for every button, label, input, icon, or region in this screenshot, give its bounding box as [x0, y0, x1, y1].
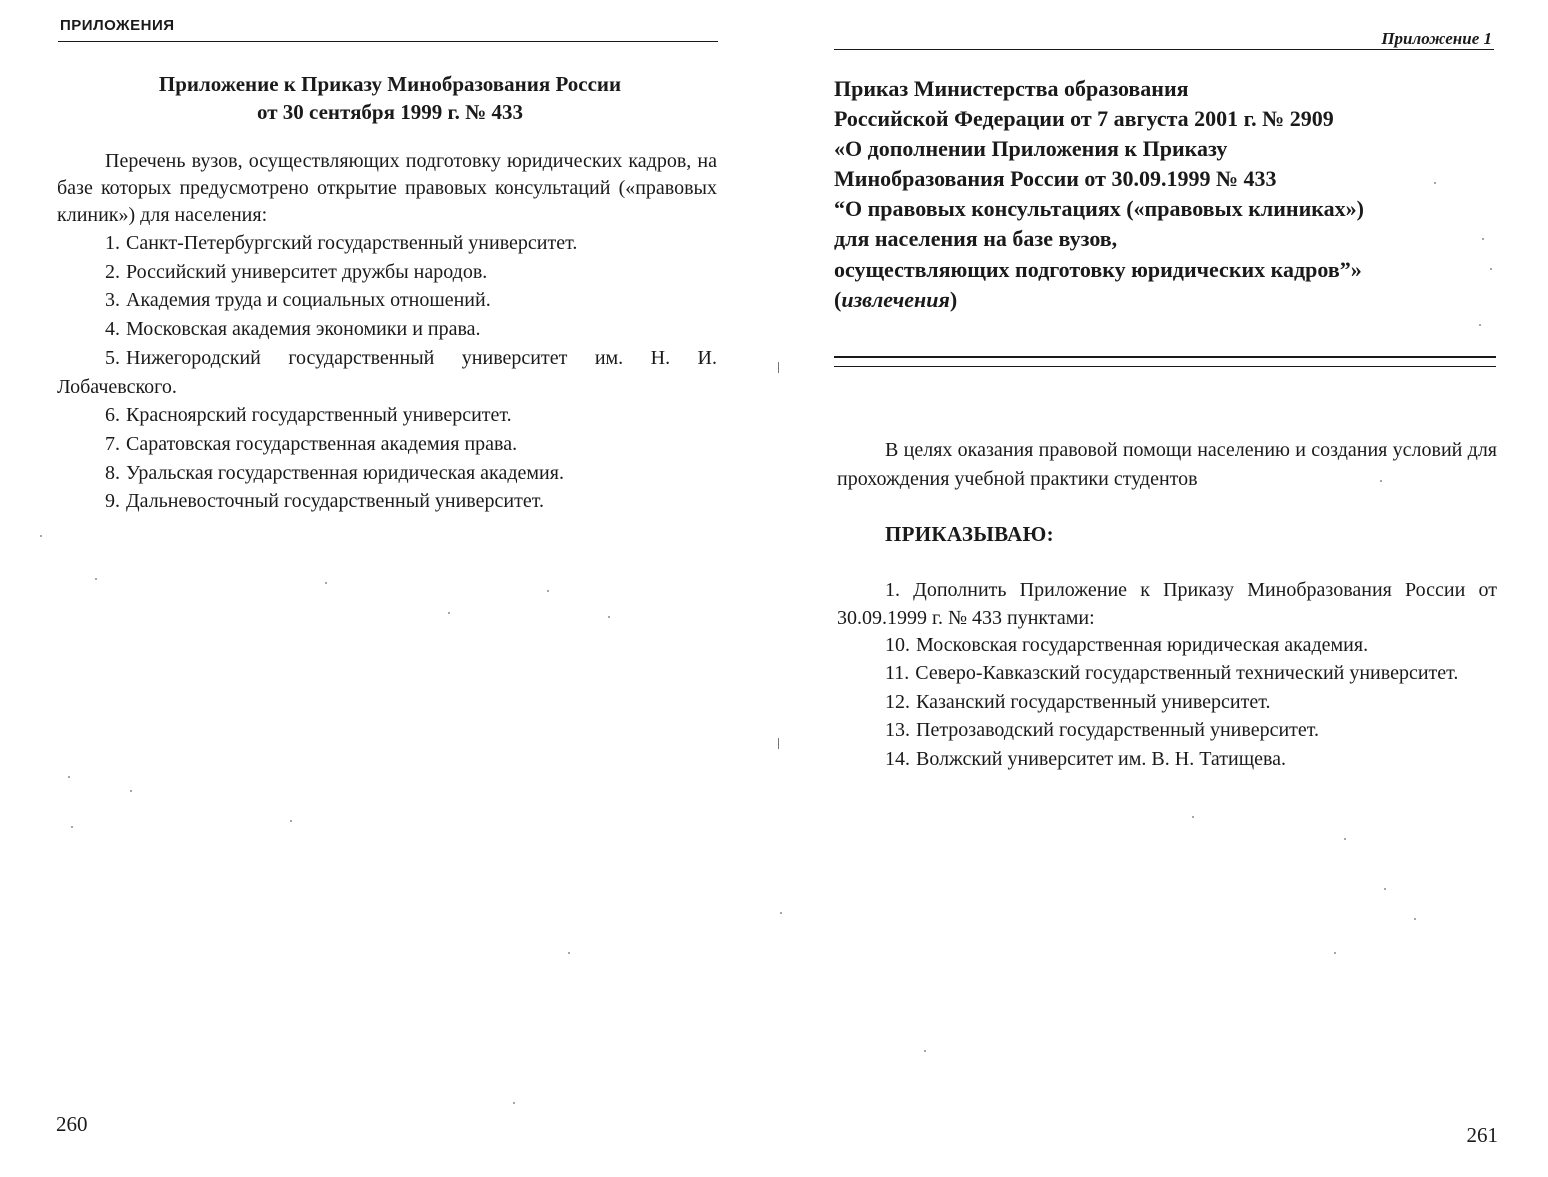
- header-rule-right: [834, 49, 1494, 50]
- scan-speck: [71, 826, 73, 828]
- list-item: [57, 430, 717, 459]
- scan-speck: [448, 612, 450, 614]
- list-item-number: 9.: [105, 490, 120, 513]
- order-title-line-5: “О правовых консультациях («правовых клиниках»): [834, 196, 1364, 222]
- order-title-line-7: осуществляющих подготовку юридических кадров”»: [834, 256, 1362, 282]
- list-item-number: 6.: [105, 404, 120, 427]
- scan-speck: [1344, 838, 1346, 840]
- appendix-title-line-1: Приложение к Приказу Минобразования России: [158, 72, 622, 96]
- list-item-number: 8.: [105, 461, 120, 484]
- order-title-line-3: «О дополнении Приложения к Приказу: [834, 136, 1228, 162]
- list-item-text: Уральская государственная юридическая академия.: [126, 461, 564, 484]
- added-university-list: [837, 631, 1497, 773]
- appendix-title: [60, 70, 720, 126]
- list-item-text: Санкт-Петербургский государственный университет.: [126, 232, 578, 254]
- list-item-text: Волжский университет им. В. Н. Татищева.: [916, 747, 1287, 770]
- scan-speck: [1479, 324, 1481, 326]
- list-item-text: Дальневосточный государственный университет.: [126, 490, 544, 513]
- scan-speck: [1414, 918, 1416, 920]
- scan-speck: [130, 790, 132, 792]
- extract-label-text: извлечения: [841, 286, 950, 312]
- list-item: [57, 487, 717, 516]
- list-item-text: Саратовская государственная академия права.: [126, 432, 518, 455]
- list-item: [57, 229, 717, 258]
- scan-speck: [1334, 952, 1336, 954]
- scan-speck: [780, 912, 782, 914]
- list-item-number: 3.: [105, 289, 120, 312]
- list-item-text: Московская государственная юридическая академия.: [916, 634, 1369, 656]
- list-item-number: 11.: [885, 662, 910, 685]
- order-preamble: В целях оказания правовой помощи населению и создания условий для прохождения учебной практики студентов: [837, 439, 1497, 490]
- university-list-intro: Перечень вузов, осуществляющих подготовку юридических кадров, на базе которых предусмотрено открытие правовых консультаций («правовых клиник») для населения:: [57, 150, 717, 226]
- running-head-left: ПРИЛОЖЕНИЯ: [60, 17, 175, 34]
- scan-speck: [68, 776, 70, 778]
- list-item-text: Петрозаводский государственный университет.: [916, 719, 1320, 742]
- list-item: [57, 258, 717, 287]
- extract-label: (извлечения): [834, 286, 958, 312]
- list-item-number: 7.: [105, 432, 120, 455]
- list-item: [57, 344, 717, 401]
- list-item-number: 4.: [105, 318, 120, 341]
- list-item-text: Российский университет дружбы народов.: [126, 260, 488, 283]
- order-clause-1: 1. Дополнить Приложение к Приказу Минобразования России от 30.09.1999 г. № 433 пунктами:: [837, 579, 1497, 629]
- scan-speck: [290, 820, 292, 822]
- list-item-text: Северо-Кавказский государственный технический университет.: [915, 662, 1459, 685]
- appendix-title-line-2: от 30 сентября 1999 г. № 433: [257, 100, 523, 124]
- list-item-number: 10.: [885, 634, 910, 656]
- scan-speck: [513, 1102, 515, 1104]
- list-item: [57, 315, 717, 344]
- list-item-number: 13.: [885, 719, 910, 742]
- scan-speck: [325, 582, 327, 584]
- title-double-rule-bottom: [834, 366, 1496, 367]
- list-item: [57, 459, 717, 488]
- list-item-text: Академия труда и социальных отношений.: [126, 289, 491, 312]
- order-title-line-4: Минобразования России от 30.09.1999 № 433: [834, 166, 1277, 192]
- list-item-text: Нижегородский государственный университет им. Н. И. Лобачевского.: [57, 346, 717, 398]
- list-item: [837, 745, 1497, 773]
- right-page: [774, 0, 1548, 1177]
- order-title: [834, 74, 1514, 315]
- university-list: [57, 229, 717, 516]
- scan-speck: [1384, 888, 1386, 890]
- page-number-left: 260: [56, 1112, 88, 1136]
- order-keyword: ПРИКАЗЫВАЮ:: [885, 522, 1054, 546]
- list-item-number: 5.: [105, 346, 120, 369]
- list-item-number: 14.: [885, 747, 910, 770]
- scan-speck: [1380, 480, 1382, 482]
- scan-speck: [547, 590, 549, 592]
- order-title-line-2: Российской Федерации от 7 августа 2001 г. № 2909: [834, 106, 1334, 132]
- running-head-right: Приложение 1: [1381, 29, 1492, 48]
- list-item-number: 1.: [105, 232, 120, 254]
- list-item: [57, 401, 717, 430]
- scan-speck: [608, 616, 610, 618]
- list-item-text: Красноярский государственный университет.: [126, 404, 512, 427]
- list-item-number: 2.: [105, 260, 120, 283]
- scan-speck: [1482, 238, 1484, 240]
- scan-speck: [924, 1050, 926, 1052]
- list-item: [837, 631, 1497, 659]
- scan-speck: [568, 952, 570, 954]
- header-rule-left: [58, 41, 718, 42]
- scan-speck: [1192, 816, 1194, 818]
- title-double-rule-top: [834, 356, 1496, 358]
- page-number-right: 261: [1466, 1123, 1498, 1147]
- list-item: [837, 716, 1497, 744]
- order-title-line-1: Приказ Министерства образования: [834, 76, 1189, 101]
- list-item-text: Казанский государственный университет.: [916, 690, 1271, 713]
- list-item: [837, 688, 1497, 716]
- order-title-line-6: для населения на базе вузов,: [834, 226, 1118, 252]
- list-item: [57, 286, 717, 315]
- list-item-text: Московская академия экономики и права.: [126, 318, 481, 341]
- list-item: [837, 659, 1497, 687]
- scan-speck: [1434, 182, 1436, 184]
- scan-speck: [95, 578, 97, 580]
- scan-speck: [40, 535, 42, 537]
- scan-speck: [1490, 268, 1492, 270]
- list-item-number: 12.: [885, 690, 910, 713]
